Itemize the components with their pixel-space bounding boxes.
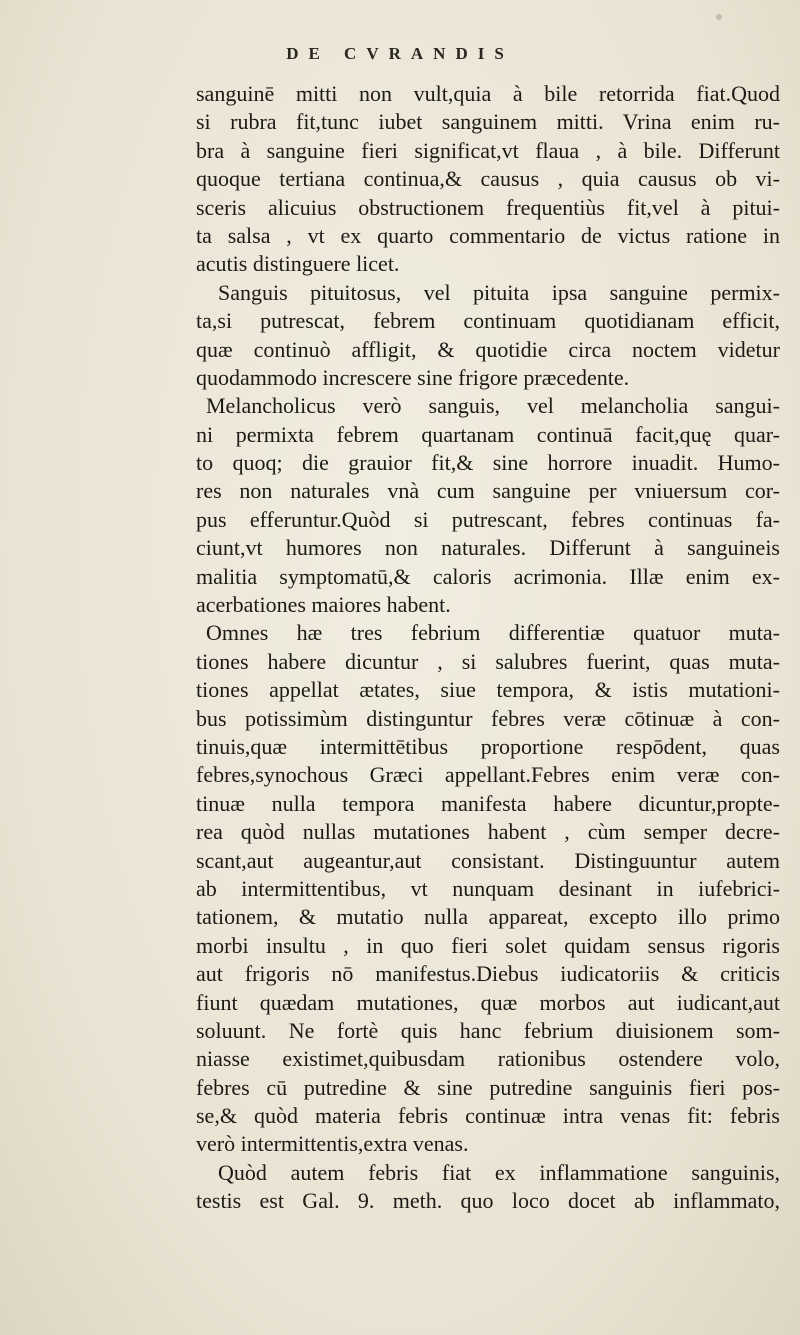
text-line: fiunt quædam mutationes, quæ morbos aut iudicant,aut [196,989,780,1015]
text-line: testis est Gal. 9. meth. quo loco docet ab inflammato, [196,1188,780,1214]
text-line: to quoq; die grauior fit,& sine horrore inuadit. Humo- [196,450,780,476]
text-line: febres,synochous Græci appellant.Febres enim veræ con- [196,762,780,788]
text-line: scant,aut augeantur,aut consistant. Distinguuntur autem [196,847,780,873]
text-line: sceris alicuius obstructionem frequentiùs fit,vel à pitui- [196,194,780,220]
text-line: tinuis,quæ intermittētibus proportione respōdent, quas [196,733,780,759]
body-text [196,80,780,1216]
text-line: bra à sanguine fieri significat,vt flaua , à bile. Differunt [196,137,780,163]
text-line: morbi insultu , in quo fieri solet quidam sensus rigoris [196,932,780,958]
text-line: quoque tertiana continua,& causus , quia causus ob vi- [196,166,780,192]
text-line: tationem, & mutatio nulla appareat, excepto illo primo [196,904,780,930]
text-line: Sanguis pituitosus, vel pituita ipsa sanguine permix- [218,279,780,305]
text-line: tinuæ nulla tempora manifesta habere dicuntur,propte- [196,790,780,816]
text-line: ab intermittentibus, vt nunquam desinant in iufebrici- [196,875,780,901]
paper-speck [716,14,722,20]
text-line: ni permixta febrem quartanam continuā facit,quę quar- [196,421,780,447]
text-line: verò intermittentis,extra venas. [196,1131,469,1157]
text-line: ta salsa , vt ex quarto commentario de victus ratione in [196,222,780,248]
text-line: se,& quòd materia febris continuæ intra venas fit: febris [196,1103,780,1129]
text-line: aut frigoris nō manifestus.Diebus iudicatoriis & criticis [196,961,780,987]
text-line: si rubra fit,tunc iubet sanguinem mitti. Vrina enim ru- [196,109,780,135]
running-head: DE CVRANDIS [286,44,514,63]
text-line: ciunt,vt humores non naturales. Differunt à sanguineis [196,535,780,561]
text-line: febres cū putredine & sine putredine sanguinis fieri pos- [196,1074,780,1100]
text-line: res non naturales vnà cum sanguine per vniuersum cor- [196,478,780,504]
text-line: tiones habere dicuntur , si salubres fuerint, quas muta- [196,648,780,674]
text-line: acerbationes maiores habent. [196,592,451,618]
text-line: niasse existimet,quibusdam rationibus ostendere volo, [196,1046,780,1072]
text-line: Quòd autem febris fiat ex inflammatione sanguinis, [218,1159,780,1185]
text-line: Melancholicus verò sanguis, vel melancholia sangui- [206,393,780,419]
text-line: soluunt. Ne fortè quis hanc febrium diuisionem som- [196,1017,780,1043]
text-line: acutis distinguere licet. [196,251,400,277]
text-line: quæ continuò affligit, & quotidie circa noctem videtur [196,336,780,362]
text-line: tiones appellat ætates, siue tempora, & istis mutationi- [196,677,780,703]
text-line: ta,si putrescat, febrem continuam quotidianam efficit, [196,308,780,334]
text-line: pus efferuntur.Quòd si putrescant, febres continuas fa- [196,506,780,532]
text-line: quodammodo increscere sine frigore præcedente. [196,364,630,390]
text-line: rea quòd nullas mutationes habent , cùm semper decre- [196,819,780,845]
text-line: Omnes hæ tres febrium differentiæ quatuor muta- [206,620,780,646]
text-line: bus potissimùm distinguntur febres veræ cōtinuæ à con- [196,705,780,731]
text-line: sanguinē mitti non vult,quia à bile retorrida fiat.Quod [196,81,780,106]
text-line: malitia symptomatū,& caloris acrimonia. Illæ enim ex- [196,563,780,589]
